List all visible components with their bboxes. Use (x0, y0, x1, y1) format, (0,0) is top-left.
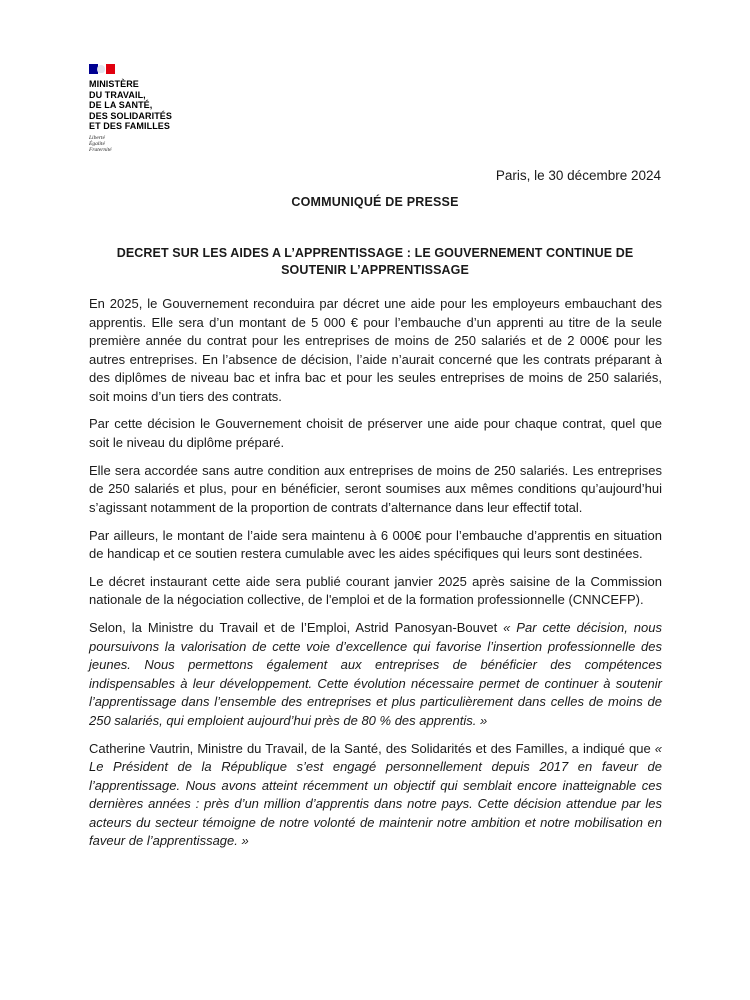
ministry-line: DES SOLIDARITÉS (89, 110, 173, 121)
title-line: SOUTENIR L’APPRENTISSAGE (281, 263, 469, 277)
motto-line: Égalité (89, 140, 105, 147)
quote-paragraph (89, 740, 662, 851)
paragraph: Elle sera accordée sans autre condition aux entreprises de moins de 250 salariés. Les entreprises de 250 salariés et plus, pour en bénéficier, seront soumises aux mêmes conditions qu’aujourd’hui s’agissant notamment de la proportion de contrats d’alternance dans leur effectif total. (89, 462, 662, 515)
motto-line: Fraternité (89, 146, 112, 153)
paragraph: En 2025, le Gouvernement reconduira par décret une aide pour les employeurs embauchant des apprentis. Elle sera d’un montant de 5 000 € pour l’embauche d’un apprenti au titre de la seule première année du contrat pour les entreprises de moins de 250 salariés et de 2 000€ pour les autres entreprises. En l’absence de décision, l’aide n’aurait concerné que les contrats préparant à des diplômes de niveau bac et infra bac et pour les seules entreprises de moins de 250 salariés, soit moins d’un tiers des contrats. (89, 296, 662, 404)
ministry-name (89, 79, 209, 132)
paragraph: Par ailleurs, le montant de l’aide sera maintenu à 6 000€ pour l’embauche d’apprentis en situation de handicap et ce soutien restera cumulable avec les aides spécifiques qui leurs sont destinées. (89, 527, 662, 562)
quote-paragraph (89, 619, 662, 730)
ministry-line: ET DES FAMILLES (89, 121, 171, 131)
quote-attribution: Catherine Vautrin, Ministre du Travail, de la Santé, des Solidarités et des Familles, a indiqué que (89, 740, 655, 756)
motto-line: Liberté (89, 134, 105, 141)
republic-motto (89, 135, 209, 154)
ministry-line: MINISTÈRE (89, 79, 139, 89)
ministry-line: DE LA SANTÉ, (89, 100, 153, 110)
french-flag-icon (89, 64, 115, 74)
ministry-line: DU TRAVAIL, (89, 89, 146, 100)
ministry-logo (89, 64, 209, 153)
quote-attribution: Selon, la Ministre du Travail et de l’Emploi, Astrid Panosyan-Bouvet (89, 620, 504, 636)
paragraph: Par cette décision le Gouvernement choisit de préserver une aide pour chaque contrat, quel que soit le niveau du diplôme préparé. (89, 416, 662, 451)
body-text (89, 295, 662, 860)
document-date: Paris, le 30 décembre 2024 (495, 168, 661, 183)
document-type-label: COMMUNIQUÉ DE PRESSE (291, 195, 459, 209)
title-line: DECRET SUR LES AIDES A L’APPRENTISSAGE : LE GOUVERNEMENT CONTINUE DE (116, 246, 634, 260)
minister-quote: « Par cette décision, nous poursuivons la valorisation de cette voie d’excellence qui favorise l’insertion professionnelle des jeunes. Nous permettons également aux entreprises de bénéficier des compétences indispensables à leur développement. Cette évolution nécessaire permet de continuer à soutenir l’apprentissage dans l’ensemble des entreprises et plus particulièrement dans celles de moins de 250 salariés, qui emploient aujourd’hui près de 80 % des apprentis. » (89, 620, 662, 728)
minister-quote: « Le Président de la République s’est engagé personnellement depuis 2017 en faveur de l’apprentissage. Nous avons atteint récemment un objectif qui semblait encore inatteignable ces dernières années : près d’un million d’apprentis dans notre pays. Cette décision attendue par les acteurs du secteur témoigne de notre volonté de maintenir notre ambition et notre mobilisation en faveur de l’apprentissage. » (89, 740, 662, 849)
paragraph: Le décret instaurant cette aide sera publié courant janvier 2025 après saisine de la Commission nationale de la négociation collective, de l'emploi et de la formation professionnelle (CNNCEFP). (89, 573, 662, 608)
document-title (100, 245, 650, 279)
